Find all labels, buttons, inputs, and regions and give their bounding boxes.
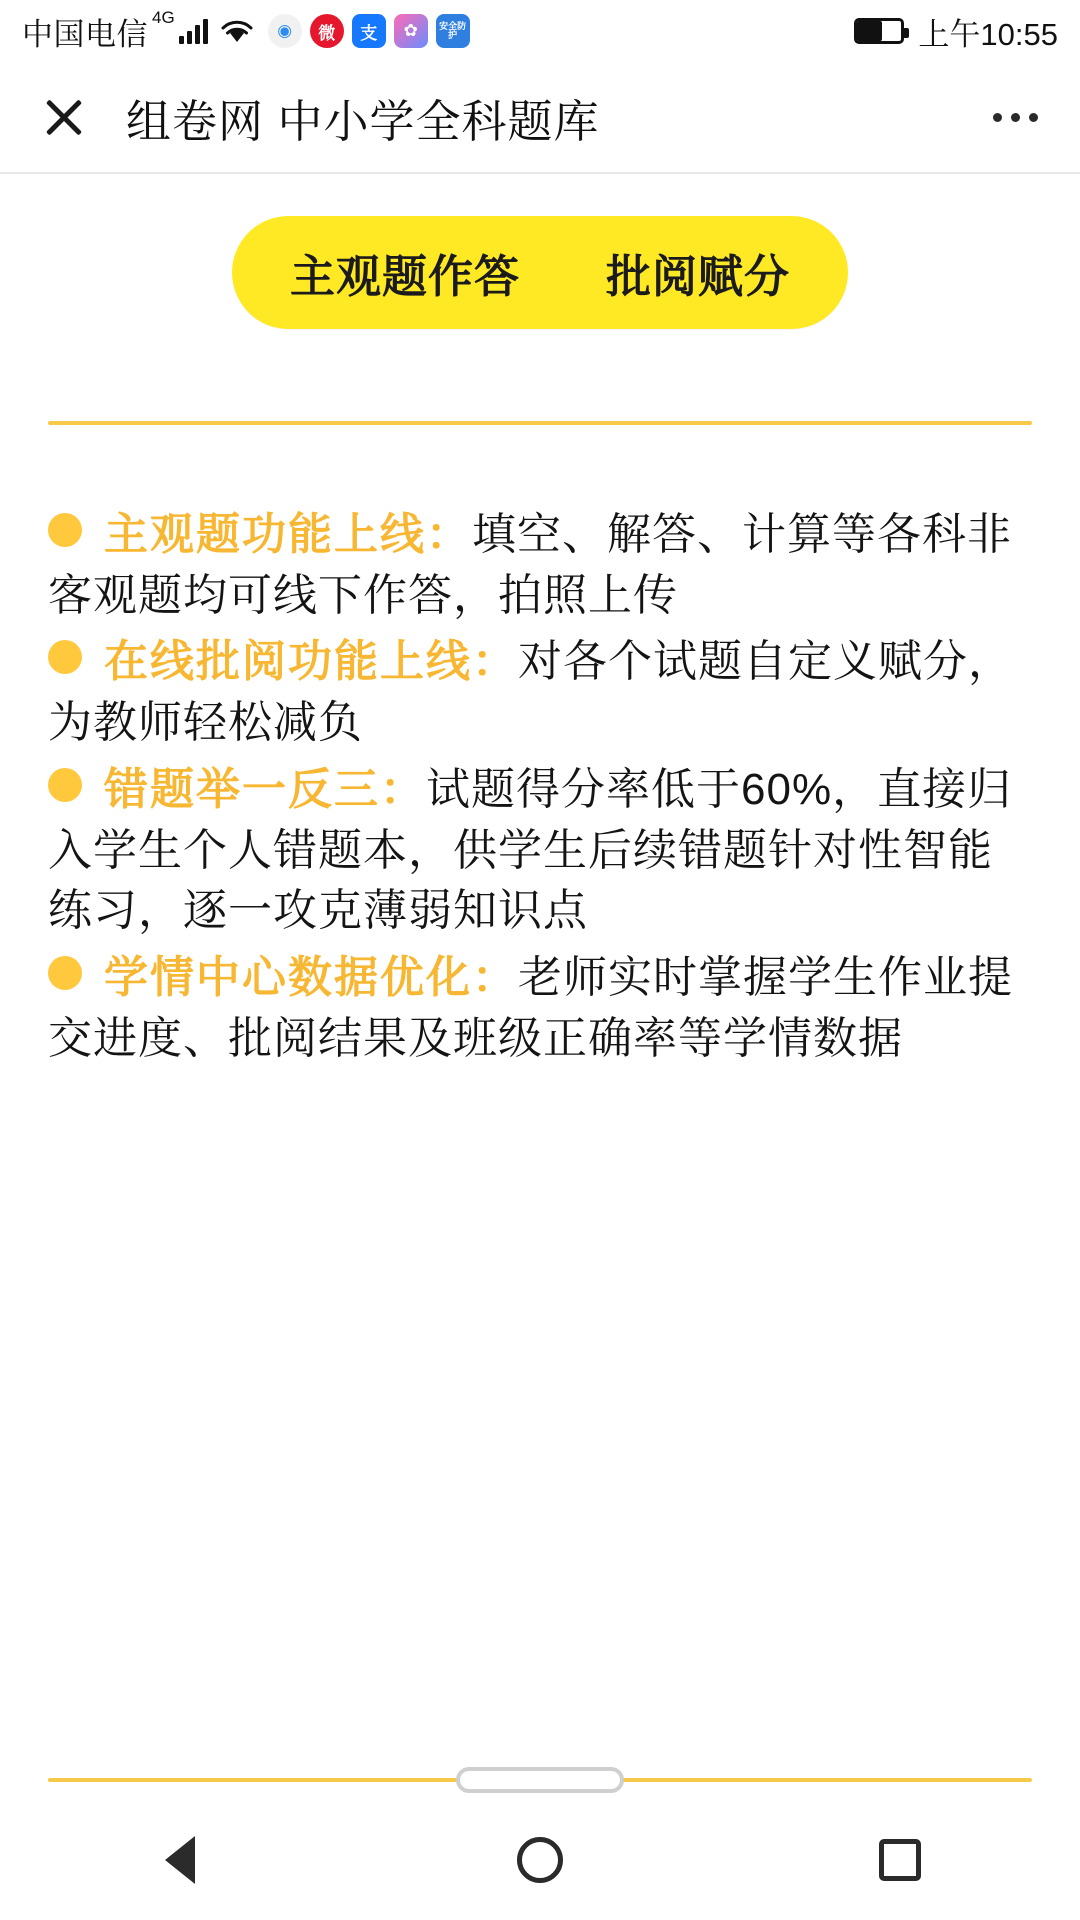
- bottom-rule-divider: [48, 1778, 1032, 1782]
- bottom-rule-area: [0, 1778, 1080, 1782]
- page-title: 组卷网 中小学全科题库: [126, 95, 600, 147]
- close-icon[interactable]: [38, 91, 90, 143]
- tab-subjective-answer[interactable]: 主观题作答: [289, 251, 520, 302]
- system-nav-bar: [0, 1800, 1080, 1920]
- bullet-dot-icon: [48, 513, 82, 547]
- alipay-icon: 支: [352, 14, 386, 48]
- feature-lead: 在线批阅功能上线：: [104, 637, 518, 687]
- list-item: [48, 760, 1032, 942]
- gallery-icon: ✿: [394, 14, 428, 48]
- home-circle-icon[interactable]: [465, 1800, 615, 1920]
- feature-list: [48, 505, 1032, 1069]
- bullet-dot-icon: [48, 768, 82, 802]
- battery-icon: [854, 18, 904, 44]
- status-bar: [0, 0, 1080, 62]
- banner-pill: [232, 216, 848, 329]
- weibo-icon: 微: [310, 14, 344, 48]
- list-item: [48, 632, 1032, 753]
- carrier-label: 中国电信: [22, 16, 148, 52]
- main-content: [0, 174, 1080, 1800]
- signal-bars-icon: [179, 18, 208, 44]
- security-icon: 安全防护: [436, 14, 470, 48]
- list-item: [48, 948, 1032, 1069]
- network-type-label: 4G: [152, 8, 175, 27]
- feature-lead: 学情中心数据优化：: [104, 953, 518, 1003]
- banner-pill-wrap: [48, 174, 1032, 329]
- top-rule-divider: [48, 421, 1032, 425]
- clock-label: 上午10:55: [918, 16, 1058, 52]
- app-header: [0, 62, 1080, 172]
- chrome-icon: ◉: [268, 14, 302, 48]
- status-tray: [268, 14, 470, 48]
- feature-body: 老师实时掌握学生作业提交进度、批阅结果及班级正确率等学情数据: [48, 953, 1013, 1063]
- bullet-dot-icon: [48, 640, 82, 674]
- drag-handle-icon[interactable]: [456, 1767, 624, 1793]
- tab-grading-score[interactable]: 批阅赋分: [606, 251, 791, 302]
- bullet-dot-icon: [48, 956, 82, 990]
- feature-lead: 主观题功能上线：: [104, 510, 472, 559]
- recents-square-icon[interactable]: [825, 1800, 975, 1920]
- list-item: [48, 505, 1032, 626]
- feature-body: 试题得分率低于60%，直接归入学生个人错题本，供学生后续错题针对性智能练习，逐一攻克薄弱知识点: [48, 764, 1013, 936]
- status-right-group: [854, 9, 1058, 54]
- feature-body: 对各个试题自定义赋分，为教师轻松减负: [48, 637, 1013, 748]
- more-options-icon[interactable]: [989, 103, 1042, 132]
- wifi-icon: [220, 18, 254, 44]
- back-triangle-icon[interactable]: [105, 1800, 255, 1920]
- feature-body: 填空、解答、计算等各科非客观题均可线下作答，拍照上传: [48, 510, 1012, 620]
- feature-lead: 错题举一反三：: [104, 764, 426, 814]
